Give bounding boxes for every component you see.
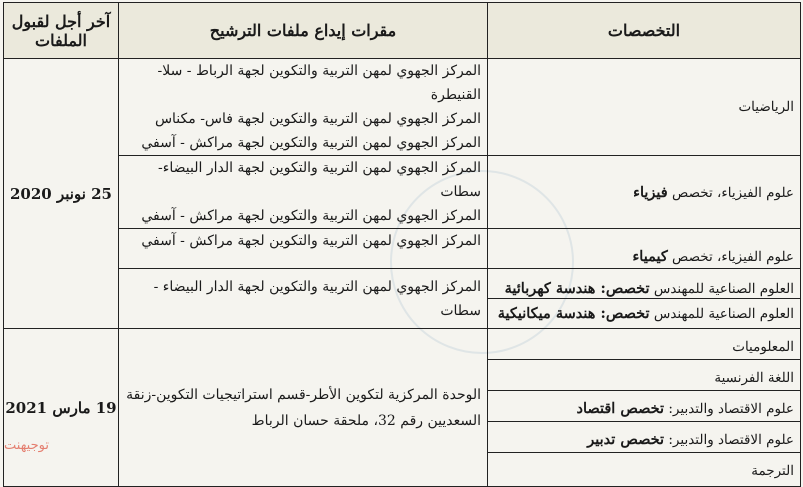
- table-row: [4, 329, 801, 487]
- center-line: المركز الجهوي لمهن التربية والتكوين لجهة الرباط - سلا- القنيطرة: [157, 63, 481, 103]
- header-centers: مقرات إيداع ملفات الترشيح: [119, 3, 488, 59]
- table-row: [4, 59, 801, 156]
- specialty-cell: [488, 229, 801, 269]
- center-line: المركز الجهوي لمهن التربية والتكوين لجهة مراكش - آسفي: [141, 233, 481, 249]
- specialty-label: المعلوميات: [732, 339, 794, 355]
- specialty-label-bold: كيمياء: [632, 248, 668, 265]
- specialty-subrow: [488, 299, 800, 324]
- specialty-label-bold: تخصص تدبير: [587, 431, 665, 448]
- header-specialties: التخصصات: [488, 3, 801, 59]
- specialty-cell: [488, 59, 801, 156]
- specialty-subrow: [488, 391, 800, 422]
- table-row: [4, 156, 801, 229]
- specialty-label-bold: تخصص: هندسة كهربائية: [504, 279, 650, 297]
- specialty-label: علوم الفيزياء، تخصص: [667, 184, 794, 201]
- watermark-text: توجيهنت: [4, 438, 49, 453]
- specialty-label: الرياضيات: [738, 99, 794, 115]
- deadline-cell: [4, 329, 119, 487]
- specialty-label-bold: تخصص اقتصاد: [576, 400, 665, 417]
- specialty-label: علوم الفيزياء، تخصص: [667, 249, 794, 265]
- specialty-label: الترجمة: [751, 463, 794, 479]
- center-line: المركز الجهوي لمهن التربية والتكوين لجهة مراكش - آسفي: [141, 208, 481, 224]
- centers-cell: [119, 329, 488, 487]
- center-line: السعديين رقم 32، ملحقة حسان الرباط: [251, 412, 481, 429]
- specialty-subrow: [488, 274, 800, 299]
- specialty-cell: [488, 156, 801, 229]
- specialty-subrow: [488, 329, 800, 360]
- center-line: المركز الجهوي لمهن التربية والتكوين لجهة فاس- مكناس: [154, 111, 481, 127]
- specialty-subrow: [488, 453, 800, 484]
- centers-cell: [119, 229, 488, 269]
- header-deadline-line2: الملفات: [35, 30, 87, 50]
- specialty-subrow: [488, 422, 800, 453]
- specialty-label: علوم الاقتصاد والتدبير:: [664, 432, 794, 448]
- table-row: [4, 269, 801, 329]
- specialty-label: اللغة الفرنسية: [714, 370, 794, 386]
- specialty-label: علوم الاقتصاد والتدبير:: [664, 401, 794, 417]
- table-row: [4, 229, 801, 269]
- header-deadline: [4, 3, 119, 59]
- specialty-cell: [488, 329, 801, 487]
- specialty-cell: [488, 269, 801, 329]
- centers-cell: [119, 269, 488, 329]
- specialty-label: العلوم الصناعية للمهندس: [649, 280, 794, 297]
- center-line: المركز الجهوي لمهن التربية والتكوين لجهة الدار البيضاء- سطات: [158, 160, 481, 200]
- centers-cell: [119, 59, 488, 156]
- specialty-label-bold: فيزياء: [633, 183, 668, 201]
- candidacy-table: [3, 2, 801, 487]
- specialty-label: العلوم الصناعية للمهندس: [649, 305, 794, 322]
- header-row: [4, 3, 801, 59]
- specialty-subrow: [488, 360, 800, 391]
- center-line: الوحدة المركزية لتكوين الأطر-قسم استراتيجيات التكوين-زنقة: [126, 386, 481, 403]
- centers-cell: [119, 156, 488, 229]
- center-line: المركز الجهوي لمهن التربية والتكوين لجهة الدار البيضاء - سطات: [153, 278, 481, 319]
- header-deadline-line1: آخر أجل لقبول: [11, 11, 111, 31]
- specialty-label-bold: تخصص: هندسة ميكانيكية: [497, 304, 650, 322]
- deadline-value: 25 نونبر 2020: [10, 184, 112, 203]
- center-line: المركز الجهوي لمهن التربية والتكوين لجهة مراكش - آسفي: [141, 135, 481, 151]
- deadline-cell: [4, 59, 119, 329]
- deadline-value: 19 مارس 2021: [5, 398, 117, 417]
